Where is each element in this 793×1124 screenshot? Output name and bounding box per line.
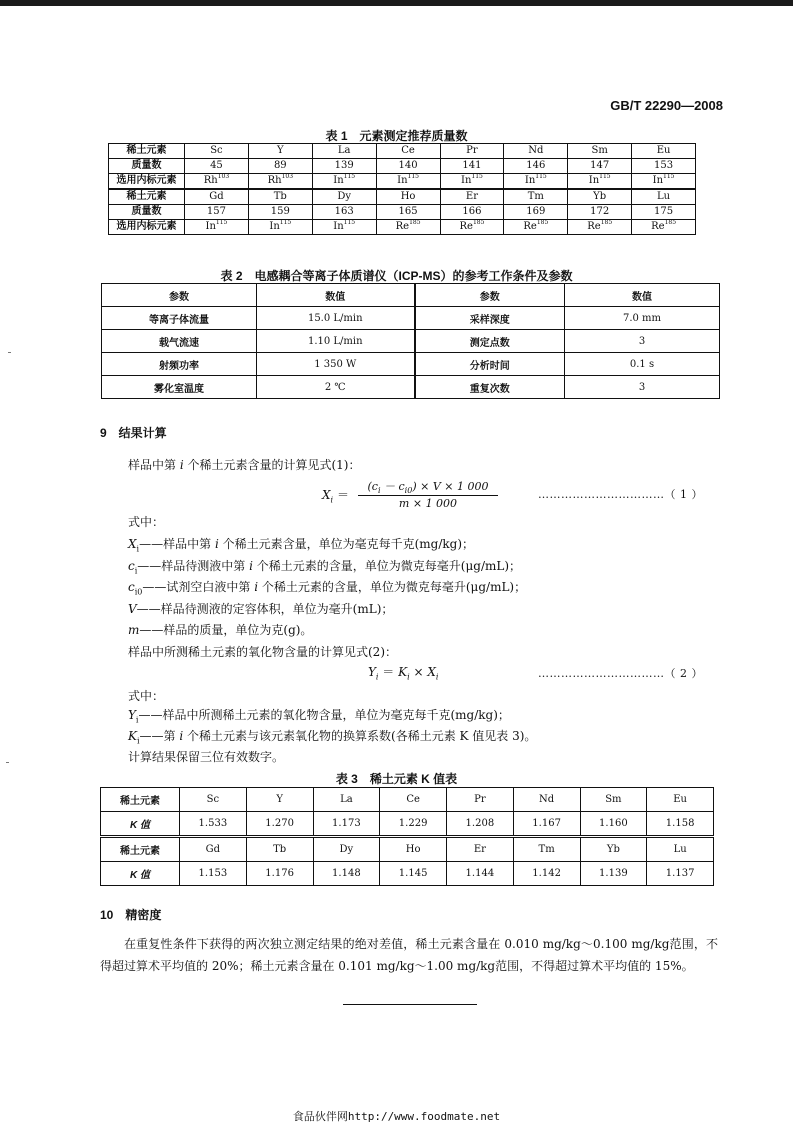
definition-text: ——样品待测液的定容体积，单位为毫升(mL)； bbox=[136, 601, 394, 616]
table-cell bbox=[632, 220, 696, 235]
element-symbol: Re bbox=[395, 221, 410, 232]
table-cell: 157 bbox=[185, 205, 249, 220]
standard-number: GB/T 22290—2008 bbox=[610, 98, 723, 113]
table-cell bbox=[440, 174, 504, 190]
element-symbol: In bbox=[588, 175, 600, 186]
table1-row bbox=[109, 144, 696, 159]
table-cell: Lu bbox=[632, 189, 696, 205]
row-header-cell: K 值 bbox=[101, 862, 180, 886]
table-cell: Dy bbox=[313, 837, 380, 862]
symbol-subscript: i0 bbox=[134, 587, 143, 597]
table2-row bbox=[102, 330, 720, 353]
element-symbol: In bbox=[333, 175, 344, 186]
table-cell: Ho bbox=[376, 189, 440, 205]
column-header: 参数 bbox=[102, 284, 257, 307]
isotope-mass: 115 bbox=[215, 219, 228, 226]
table-cell: 1.208 bbox=[447, 812, 514, 837]
element-symbol: In bbox=[205, 221, 216, 232]
table-cell: 1.229 bbox=[380, 812, 447, 837]
table-cell: 146 bbox=[504, 159, 568, 174]
table-cell: 1.137 bbox=[647, 862, 714, 886]
symbol: Y bbox=[128, 708, 136, 722]
table1-row bbox=[109, 220, 696, 235]
element-symbol: Re bbox=[459, 221, 473, 232]
parameter-name: 测定点数 bbox=[415, 330, 565, 353]
parameter-value: 3 bbox=[565, 376, 720, 399]
isotope-mass: 103 bbox=[217, 173, 230, 180]
table-cell: Ho bbox=[380, 837, 447, 862]
index-variable: i bbox=[179, 729, 184, 743]
definition-text-tail: 个稀土元素含量，单位为毫克每千克(mg/kg)； bbox=[218, 537, 475, 551]
table-cell bbox=[376, 174, 440, 190]
parameter-value: 0.1 s bbox=[565, 353, 720, 376]
table2-header-row bbox=[102, 284, 720, 307]
definition-text: ——样品待测液中第 bbox=[137, 558, 250, 573]
table1-row bbox=[109, 205, 696, 220]
isotope-mass: 115 bbox=[279, 219, 292, 226]
definition-text-tail: 个稀土元素的含量，单位为微克每毫升(μg/mL)； bbox=[258, 580, 527, 594]
table-cell: 140 bbox=[376, 159, 440, 174]
table1-row bbox=[109, 159, 696, 174]
row-header-cell: 选用内标元素 bbox=[109, 220, 185, 235]
parameter-value: 3 bbox=[565, 330, 720, 353]
element-symbol: In bbox=[524, 175, 536, 186]
table-cell bbox=[185, 220, 249, 235]
column-header: 数值 bbox=[565, 284, 720, 307]
table-cell: 45 bbox=[185, 159, 249, 174]
definition-line bbox=[128, 727, 536, 744]
section9-title: 9 结果计算 bbox=[100, 426, 167, 440]
table-cell: Sc bbox=[180, 788, 247, 812]
definition-text: ——第 bbox=[139, 729, 180, 743]
isotope-mass: 115 bbox=[599, 173, 611, 180]
table2-icpms-conditions bbox=[101, 283, 720, 399]
parameter-value: 1 350 W bbox=[257, 353, 415, 376]
table2-row bbox=[102, 376, 720, 399]
isotope-mass: 185 bbox=[664, 219, 677, 226]
table3-row bbox=[101, 837, 714, 862]
where-label-2: 式中： bbox=[128, 689, 165, 703]
row-header-cell: 稀土元素 bbox=[101, 837, 180, 862]
element-symbol: Re bbox=[587, 221, 601, 232]
table-cell bbox=[632, 174, 696, 190]
formula1-fraction bbox=[358, 478, 498, 510]
definition-line bbox=[128, 706, 510, 723]
table-cell: Y bbox=[246, 788, 313, 812]
table-cell: 1.160 bbox=[580, 812, 647, 837]
table-cell: 163 bbox=[312, 205, 376, 220]
table2-caption: 表 2 电感耦合等离子体质谱仪（ICP-MS）的参考工作条件及参数 bbox=[220, 269, 573, 283]
formula1-numerator: $(c_i - c_{i0}) \times V \times 1$ 000 bbox=[358, 478, 498, 496]
symbol-subscript: i bbox=[136, 736, 140, 746]
table-cell: 1.144 bbox=[447, 862, 514, 886]
row-header-cell: 稀土元素 bbox=[109, 189, 185, 205]
table-cell: Nd bbox=[513, 788, 580, 812]
table-cell: Gd bbox=[185, 189, 249, 205]
table-cell: 165 bbox=[376, 205, 440, 220]
table1-caption: 表 1 元素测定推荐质量数 bbox=[325, 129, 468, 143]
table-cell: 89 bbox=[248, 159, 312, 174]
row-header-cell: 质量数 bbox=[109, 205, 185, 220]
end-rule bbox=[343, 1004, 477, 1005]
parameter-name: 分析时间 bbox=[415, 353, 565, 376]
table-cell bbox=[376, 220, 440, 235]
table-cell: 1.145 bbox=[380, 862, 447, 886]
table-cell: 169 bbox=[504, 205, 568, 220]
element-symbol: Re bbox=[651, 221, 665, 232]
table-cell: 1.533 bbox=[180, 812, 247, 837]
table3-k-values bbox=[100, 787, 714, 886]
table-cell: 166 bbox=[440, 205, 504, 220]
parameter-name: 等离子体流量 bbox=[102, 307, 257, 330]
row-header-cell: 质量数 bbox=[109, 159, 185, 174]
element-symbol: In bbox=[333, 221, 344, 232]
element-symbol: Rh bbox=[267, 175, 282, 186]
table3-row bbox=[101, 812, 714, 837]
scan-mark bbox=[6, 762, 9, 763]
table-cell bbox=[440, 220, 504, 235]
definition-line bbox=[128, 535, 474, 552]
table-cell bbox=[504, 174, 568, 190]
symbol-subscript: i bbox=[136, 544, 140, 554]
index-variable: i bbox=[214, 537, 219, 551]
element-symbol: In bbox=[461, 175, 472, 186]
table-cell: Tm bbox=[504, 189, 568, 205]
parameter-value: 2 ℃ bbox=[257, 376, 415, 399]
table-cell: 159 bbox=[248, 205, 312, 220]
table-cell bbox=[248, 220, 312, 235]
symbol: K bbox=[128, 729, 137, 743]
element-symbol: Rh bbox=[203, 175, 218, 186]
scan-mark bbox=[8, 352, 11, 353]
definition-text: ——样品中所测稀土元素的氧化物含量，单位为毫克每千克(mg/kg)； bbox=[138, 708, 510, 722]
symbol: c bbox=[128, 580, 135, 594]
row-header-cell: 选用内标元素 bbox=[109, 174, 185, 190]
table-cell: La bbox=[312, 144, 376, 159]
table-cell: Sm bbox=[580, 788, 647, 812]
table-cell bbox=[185, 174, 249, 190]
formula1-lhs: $X_i$ ＝ bbox=[322, 488, 349, 505]
table-cell: Y bbox=[248, 144, 312, 159]
symbol: V bbox=[128, 601, 137, 616]
parameter-value: 7.0 mm bbox=[565, 307, 720, 330]
table2-row bbox=[102, 307, 720, 330]
table3-row bbox=[101, 788, 714, 812]
isotope-mass: 103 bbox=[281, 173, 294, 180]
parameter-name: 采样深度 bbox=[415, 307, 565, 330]
table-cell: 147 bbox=[568, 159, 632, 174]
definition-line bbox=[128, 621, 312, 638]
element-symbol: In bbox=[397, 175, 408, 186]
isotope-mass: 115 bbox=[407, 173, 419, 180]
table3-caption: 表 3 稀土元素 K 值表 bbox=[335, 772, 458, 786]
table1-row bbox=[109, 189, 696, 205]
table-cell: Er bbox=[440, 189, 504, 205]
row-header-cell: 稀土元素 bbox=[101, 788, 180, 812]
table-cell: 1.142 bbox=[513, 862, 580, 886]
table-cell: 1.158 bbox=[647, 812, 714, 837]
section10-paragraph: 在重复性条件下获得的两次独立测定结果的绝对差值，稀土元素含量在 0.010 mg/kg～0.100 mg/kg范围，不得超过算术平均值的 20%；稀土元素含量在 0.101 mg/kg～1.00 mg/kg范围，不得超过算术平均值的 15%。 bbox=[100, 937, 718, 973]
table-cell: Dy bbox=[312, 189, 376, 205]
where-label-1: 式中： bbox=[128, 515, 165, 529]
definition-text-tail: 个稀土元素的含量，单位为微克每毫升(μg/mL)； bbox=[252, 558, 522, 573]
top-border-bar bbox=[0, 0, 793, 6]
index-variable: i bbox=[254, 580, 259, 594]
table-cell: 1.176 bbox=[246, 862, 313, 886]
section9-intro1: 样品中第 i 个稀土元素含量的计算见式(1)： bbox=[128, 458, 361, 472]
table-cell bbox=[312, 174, 376, 190]
table-cell: Yb bbox=[580, 837, 647, 862]
table-cell bbox=[248, 174, 312, 190]
table-cell: La bbox=[313, 788, 380, 812]
table3-row bbox=[101, 862, 714, 886]
element-symbol: Re bbox=[523, 221, 537, 232]
definition-text: ——样品中第 bbox=[139, 537, 215, 551]
table-cell: 1.153 bbox=[180, 862, 247, 886]
definition-line bbox=[128, 600, 393, 617]
table-cell: 1.148 bbox=[313, 862, 380, 886]
formula2: $Y_i = K_i \times X_i$ bbox=[368, 665, 439, 682]
footer-watermark: 食品伙伴网http://www.foodmate.net bbox=[292, 1110, 501, 1123]
table-cell bbox=[504, 220, 568, 235]
table-cell bbox=[312, 220, 376, 235]
parameter-name: 射频功率 bbox=[102, 353, 257, 376]
table-cell: 172 bbox=[568, 205, 632, 220]
parameter-name: 载气流速 bbox=[102, 330, 257, 353]
table-cell: Tb bbox=[248, 189, 312, 205]
table-cell: 1.270 bbox=[246, 812, 313, 837]
table-cell: Sm bbox=[568, 144, 632, 159]
formula1-denominator: m × 1 000 bbox=[398, 497, 458, 510]
table-cell: 1.173 bbox=[313, 812, 380, 837]
isotope-mass: 185 bbox=[472, 219, 485, 226]
table-cell: 1.167 bbox=[513, 812, 580, 837]
parameter-value: 15.0 L/min bbox=[257, 307, 415, 330]
symbol-subscript: i bbox=[135, 715, 139, 725]
table-cell: Tm bbox=[513, 837, 580, 862]
definition-text: ——样品的质量，单位为克(g)。 bbox=[139, 623, 313, 637]
table-cell: Tb bbox=[246, 837, 313, 862]
isotope-mass: 115 bbox=[343, 173, 356, 180]
result-note: 计算结果保留三位有效数字。 bbox=[128, 750, 285, 764]
table-cell: 175 bbox=[632, 205, 696, 220]
symbol: m bbox=[128, 623, 140, 637]
table-cell bbox=[568, 174, 632, 190]
formula2-number: ……………………………（ 2 ） bbox=[538, 667, 703, 680]
symbol: c bbox=[128, 558, 135, 573]
definition-line bbox=[128, 578, 526, 595]
table-cell: Er bbox=[447, 837, 514, 862]
section10-title: 10 精密度 bbox=[100, 908, 162, 922]
symbol-subscript: i bbox=[134, 565, 138, 575]
element-symbol: In bbox=[652, 175, 664, 186]
symbol: X bbox=[128, 537, 137, 551]
row-header-cell: 稀土元素 bbox=[109, 144, 185, 159]
definition-line bbox=[128, 557, 521, 574]
table-cell: Sc bbox=[185, 144, 249, 159]
table-cell: 153 bbox=[632, 159, 696, 174]
section9-intro2: 样品中所测稀土元素的氧化物含量的计算见式(2)： bbox=[128, 645, 397, 659]
table1-row bbox=[109, 174, 696, 190]
table-cell bbox=[568, 220, 632, 235]
table-cell: Gd bbox=[180, 837, 247, 862]
table-cell: Lu bbox=[647, 837, 714, 862]
formula1-number: ……………………………（ 1 ） bbox=[538, 488, 703, 501]
parameter-name: 重复次数 bbox=[415, 376, 565, 399]
table-cell: Pr bbox=[447, 788, 514, 812]
isotope-mass: 185 bbox=[409, 219, 421, 226]
definition-text-tail: 个稀土元素与该元素氧化物的换算系数(各稀土元素 K 值见表 3)。 bbox=[183, 729, 537, 743]
table-cell: Eu bbox=[647, 788, 714, 812]
table-cell: Nd bbox=[504, 144, 568, 159]
table-cell: Pr bbox=[440, 144, 504, 159]
table2-row bbox=[102, 353, 720, 376]
table-cell: 1.139 bbox=[580, 862, 647, 886]
table-cell: Ce bbox=[380, 788, 447, 812]
isotope-mass: 115 bbox=[343, 219, 356, 226]
isotope-mass: 185 bbox=[536, 219, 549, 226]
table1-mass-numbers bbox=[108, 143, 696, 235]
isotope-mass: 115 bbox=[535, 173, 547, 180]
definition-text: ——试剂空白液中第 bbox=[142, 580, 255, 594]
isotope-mass: 115 bbox=[471, 173, 483, 180]
column-header: 参数 bbox=[415, 284, 565, 307]
table-cell: Yb bbox=[568, 189, 632, 205]
element-symbol: In bbox=[269, 221, 280, 232]
row-header-cell: K 值 bbox=[101, 812, 180, 837]
table-cell: Ce bbox=[376, 144, 440, 159]
index-variable: i bbox=[249, 558, 253, 573]
table-cell: 139 bbox=[312, 159, 376, 174]
table-cell: 141 bbox=[440, 159, 504, 174]
parameter-value: 1.10 L/min bbox=[257, 330, 415, 353]
column-header: 数值 bbox=[257, 284, 415, 307]
isotope-mass: 185 bbox=[600, 219, 613, 226]
table-cell: Eu bbox=[632, 144, 696, 159]
parameter-name: 雾化室温度 bbox=[102, 376, 257, 399]
isotope-mass: 115 bbox=[663, 173, 675, 180]
